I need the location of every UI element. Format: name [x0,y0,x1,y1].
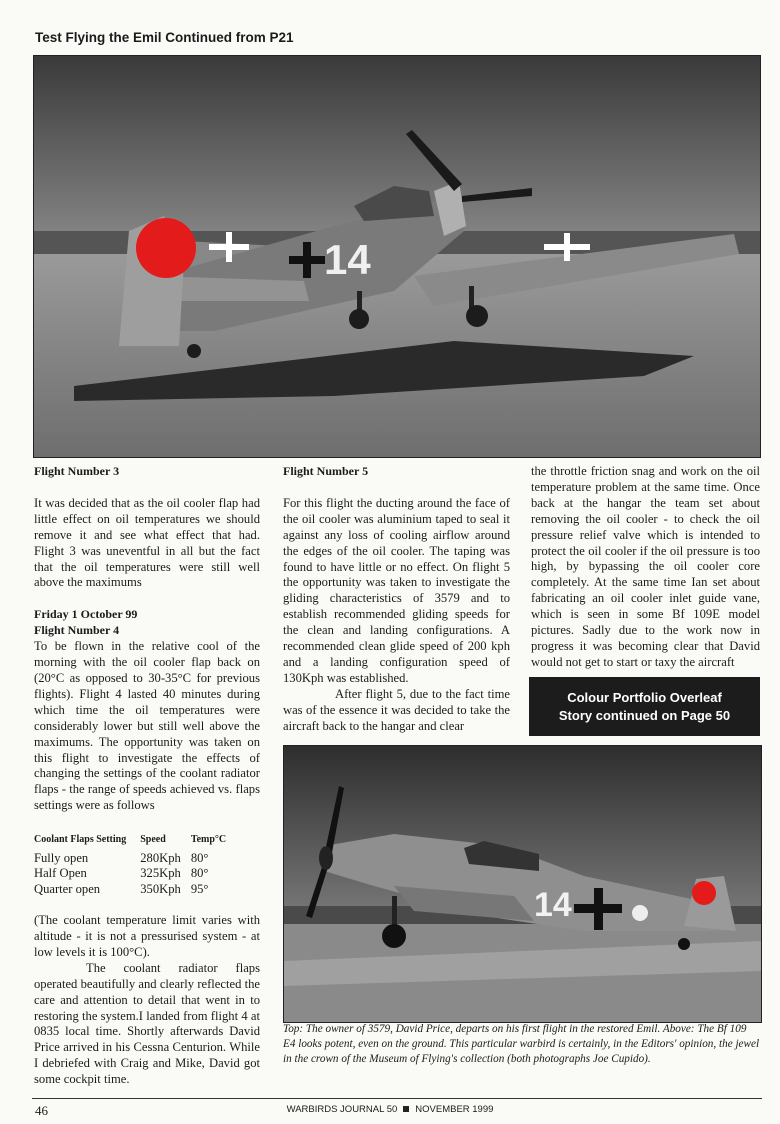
coolant-limit-paragraph: (The coolant temperature limit varies with altitude - it is not a pressurised system - at low levels it is 100°C). [34,913,260,959]
table-header: Temp°C [190,834,227,846]
top-aircraft-photo [33,55,761,458]
table-header: Speed [140,834,166,846]
footer-journal [0,1104,780,1115]
footer-rule [32,1098,762,1099]
after-flight-5-paragraph: After flight 5, due to the fact time was of the essence it was decided to take the aircraft back to the hangar and clear [283,686,510,733]
table-cell: 80° [190,850,209,865]
coolant-flaps-paragraph: The coolant radiator flaps operated beautifully and clearly reflected the care and attention to detail that went in to restoring the system.I landed from flight 4 at 0835 local time. Shortly afterwards David Price arrived in his Cessna Centurion. While I debriefed with Craig and Mike, David got some cockpit time. [34,960,260,1087]
table-header: Coolant Flaps Setting [34,834,127,846]
page-number: 46 [35,1103,48,1118]
table-row [34,882,240,898]
flight-3-heading: Flight Number 3 [34,464,120,478]
portfolio-line-2: Story continued on Page 50 [558,707,731,723]
portfolio-notice-box [529,677,760,736]
aircraft-code-bottom: 14 [534,886,572,924]
date-heading: Friday 1 October 99 [34,607,138,622]
table-cell: 350Kph [140,881,181,896]
table-cell: 95° [190,881,209,896]
bottom-aircraft-photo [283,745,762,1023]
table-cell: Quarter open [34,881,101,896]
table-cell: 280Kph [140,850,181,865]
table-cell: 80° [190,866,209,881]
portfolio-line-1: Colour Portfolio Overleaf [567,689,722,705]
column-1 [34,464,260,1088]
column-3 [531,464,760,671]
flight-3-paragraph: It was decided that as the oil cooler flap had little effect on oil temperatures we should remove it and see what effect that had. Flight 3 was uneventful in all but the fact that the oil temperatures were still well above the maximums [34,495,260,590]
table-row [34,851,240,867]
flight-5-heading: Flight Number 5 [283,464,369,478]
table-cell: Fully open [34,850,89,865]
journal-name: WARBIRDS JOURNAL 50 [286,1104,398,1115]
table-cell: 325Kph [140,866,181,881]
photo-caption: Top: The owner of 3579, David Price, departs on his first flight in the restored Emil. Above: The Bf 109 E4 looks potent, even on the ground. This particular warbird is certainly, in the Editors' opinion, the jewel in the crown of the Museum of Flying's collection (both photographs Joe Cupido). [283,1023,760,1066]
flight-5-paragraph: For this flight the ducting around the face of the oil cooler was aluminium taped to seal it against any loss of cooling airflow around the edges of the oil cooler. The taping was found to have little or no effect. On flight 5 the opportunity was taken to investigate the gliding characteristics of 3579 and to establish recommended gliding speeds for the clean and landing configurations. A recommended clean glide speed of 200 kph and a landing configuration speed of 130Kph was established. [283,495,510,685]
table-cell: Half Open [34,866,87,881]
separator-square-icon [403,1106,409,1112]
flight-4-paragraph: To be flown in the relative cool of the morning with the oil cooler flap back on (20°C as opposed to 30-35°C for previous flights). Flight 4 lasted 40 minutes during which time the oil temperatures were considerably lower but still well above the maximums. The opportunity was taken on this flight to investigate the effects of changing the settings of the coolant radiator flaps - the range of speeds achieved vs. flaps settings were as follows [34,639,260,813]
page-header: Test Flying the Emil Continued from P21 [35,30,294,45]
table-row [34,866,240,882]
aircraft-code-top: 14 [324,236,371,283]
flight-4-heading: Flight Number 4 [34,623,120,638]
coolant-flaps-table [34,832,240,897]
hangar-paragraph: the throttle friction snag and work on the oil temperature problem at the same time. Once back at the hangar the team set about removing the oil cooler - to check the oil pressure relief valve which is intended to protect the oil cooler if the oil pressure is too high, by bypassing the oil cooler core completely. At the same time Ian set about fabricating an oil cooler inlet guide vane, which is seen in some Bf 109E model pictures. Sadly due to the work now in progress it was becoming clear that David would not get to start or taxy the aircraft [531,464,760,669]
column-2 [283,464,510,735]
journal-issue: NOVEMBER 1999 [415,1104,494,1115]
